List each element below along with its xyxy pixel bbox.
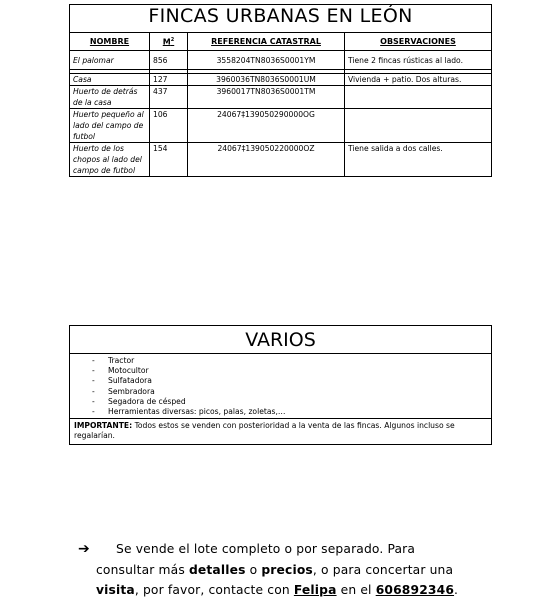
- visita-word: visita: [96, 583, 135, 597]
- list-item: [92, 407, 487, 417]
- list-item-label: Tractor: [108, 356, 135, 365]
- row-m2: 856: [150, 51, 188, 70]
- row-name: Huerto de detrás de la casa: [70, 86, 150, 109]
- contact-text-3: o: [245, 562, 262, 577]
- row-name: Huerto pequeño al lado del campo de futbol: [70, 109, 150, 143]
- bullet-dash: -: [92, 386, 95, 396]
- row-ref: 24067‡139050220000OZ: [188, 143, 345, 177]
- contact-line-3: [78, 580, 548, 601]
- contact-line-1: [78, 539, 548, 560]
- header-m2-sup: 2: [170, 36, 175, 43]
- list-item: [92, 397, 487, 407]
- important-text: Todos estos se venden con posterioridad a la venta de las fincas. Algunos incluso se regalarían.: [74, 421, 455, 441]
- varios-list-cell: [70, 354, 492, 419]
- row-obs: [345, 109, 492, 143]
- row-obs: Tiene 2 fincas rústicas al lado.: [345, 51, 492, 70]
- header-m2: [150, 33, 188, 51]
- list-item-label: Motocultor: [108, 366, 149, 376]
- varios-list: [74, 356, 487, 417]
- contact-text-4: , o para concertar una: [312, 562, 454, 577]
- row-obs: Vivienda + patio. Dos alturas.: [345, 74, 492, 86]
- fincas-title: FINCAS URBANAS EN LEÓN: [70, 5, 492, 33]
- list-item-label: Sembradora: [108, 386, 155, 396]
- header-referencia: REFERENCIA CATASTRAL: [188, 33, 345, 51]
- table-row: [70, 143, 492, 177]
- row-ref: 3960036TN8036S0001UM: [188, 74, 345, 86]
- list-item-label: Segadora de césped: [108, 396, 186, 406]
- bullet-dash: -: [92, 396, 95, 406]
- bullet-dash: -: [92, 376, 95, 386]
- list-item-label: Sulfatadora: [108, 376, 152, 386]
- row-ref: 3960017TN8036S0001TM: [188, 86, 345, 109]
- row-obs: Tiene salida a dos calles.: [345, 143, 492, 177]
- contact-text-1: Se vende el lote completo o por separado. Para: [116, 542, 416, 556]
- important-label: IMPORTANTE:: [74, 421, 133, 431]
- list-item: [92, 356, 487, 366]
- bullet-dash: -: [92, 366, 95, 376]
- bullet-dash: -: [92, 407, 95, 417]
- list-item: [92, 376, 487, 386]
- header-observaciones: OBSERVACIONES: [345, 33, 492, 51]
- row-ref: 3558204TN8036S0001YM: [188, 51, 345, 70]
- row-m2: 127: [150, 74, 188, 86]
- varios-title: VARIOS: [70, 326, 492, 354]
- arrow-right-icon: ➔: [78, 541, 90, 557]
- detalles-word: detalles: [188, 562, 246, 577]
- table-row: [70, 109, 492, 143]
- header-nombre: NOMBRE: [70, 33, 150, 51]
- list-item: [92, 387, 487, 397]
- list-item: [92, 366, 487, 376]
- important-note: [70, 419, 492, 445]
- row-ref: 24067‡139050290000OG: [188, 109, 345, 143]
- row-m2: 154: [150, 143, 188, 177]
- row-name: Huerto de los chopos al lado del campo de futbol: [70, 143, 150, 177]
- contact-text-7: .: [454, 583, 459, 597]
- contact-text-5: , por favor, contacte con: [134, 583, 294, 597]
- precios-word: precios: [261, 562, 313, 577]
- phone-number: 606892346: [375, 583, 455, 597]
- bullet-dash: -: [92, 356, 95, 365]
- table-row: [70, 86, 492, 109]
- contact-line-2: [78, 560, 548, 581]
- row-name: El palomar: [70, 51, 150, 70]
- table-row: [70, 51, 492, 70]
- contact-text-6: en el: [336, 583, 376, 597]
- contact-name: Felipa: [293, 583, 337, 597]
- row-name: Casa: [70, 74, 150, 86]
- varios-table: [69, 325, 492, 445]
- header-m2-label: M: [162, 37, 171, 47]
- contact-text-2: consultar más: [96, 562, 189, 577]
- row-obs: [345, 86, 492, 109]
- table-row: [70, 74, 492, 86]
- row-m2: 106: [150, 109, 188, 143]
- contact-paragraph: [78, 539, 548, 601]
- list-item-label: Herramientas diversas: picos, palas, zoletas,…: [108, 407, 286, 417]
- row-m2: 437: [150, 86, 188, 109]
- fincas-table: [69, 4, 492, 177]
